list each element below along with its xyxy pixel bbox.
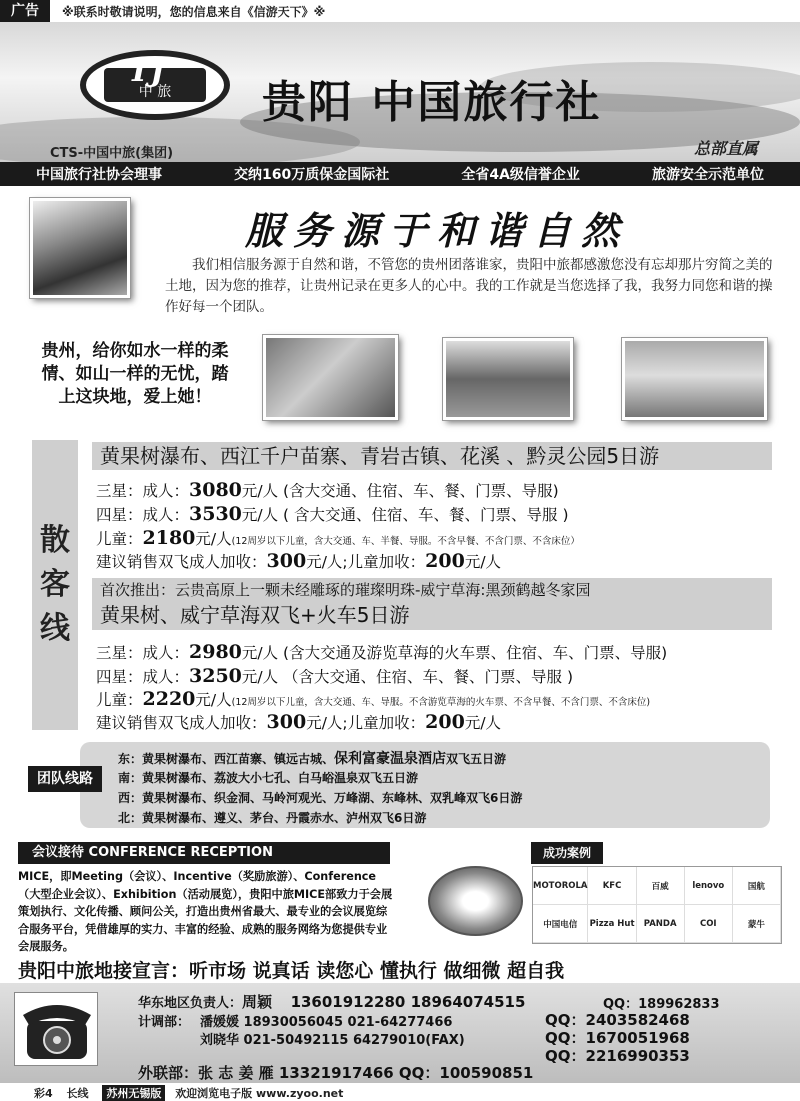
case-logo: 中国电信 [533, 905, 588, 943]
case-logo: MOTOROLA [533, 867, 588, 905]
dispatch-contact-2: 刘晓华 021-50492115 64279010(FAX) [200, 1033, 465, 1048]
dispatch-qq-3: QQ：2216990353 [545, 1047, 690, 1065]
price: 2220 [142, 688, 196, 710]
footer-welcome[interactable]: 欢迎浏览电子版 www.zyoo.net [175, 1087, 344, 1100]
route2-suggest [96, 711, 501, 733]
cranes-photo [622, 338, 767, 420]
page-number: 彩4 [34, 1087, 53, 1100]
team-route-east [118, 748, 506, 768]
dispatch-qq-2: QQ：1670051968 [545, 1029, 690, 1047]
price: 3080 [189, 479, 242, 501]
conference-title: 会议接待 CONFERENCE RECEPTION [18, 842, 390, 864]
case-logo: 蒙牛 [733, 905, 781, 943]
credential-2: 交纳160万质保金国际社 [234, 167, 390, 183]
route-text: 东：黄果树瀑布、西江苗寨、镇远古城、 [118, 752, 335, 766]
case-logo: lenovo [685, 867, 733, 905]
line-suffix: 元/人 (含大交通及游览草海的火车票、住宿、车、门票、导服) [241, 644, 668, 662]
child-note: (12周岁以下儿童，含大交通、车、导服。不含游览草海的火车票、不含早餐、不含门票、不含床位) [231, 697, 651, 708]
label-char-2: 客 [40, 567, 70, 602]
route-highlight: 保利富豪温泉酒店 [334, 751, 447, 767]
conference-illustration [428, 866, 523, 936]
line-prefix: 三星：成人： [96, 644, 190, 662]
child-note: (12周岁以下儿童，含大交通、车、半餐、导服。不含早餐、不含门票、不含床位） [231, 536, 580, 547]
line-prefix: 三星：成人： [96, 482, 190, 500]
cases-title: 成功案例 [531, 842, 603, 864]
ad-notice: ※联系时敬请说明，您的信息来自《信游天下》※ [62, 5, 326, 19]
foreign-dept: 外联部：张 志 姜 雁 13321917466 QQ：100590851 [138, 1064, 534, 1082]
route2-three-star [96, 641, 667, 663]
dispatch-label: 计调部： [138, 1015, 191, 1030]
route1-four-star [96, 503, 569, 525]
village-photo [263, 335, 398, 420]
line-mid: 元/人;儿童加收： [306, 714, 426, 732]
price: 3250 [189, 665, 242, 687]
section-name: 长线 [66, 1087, 89, 1100]
team-routes-label: 团队线路 [28, 766, 102, 792]
footer [0, 1083, 800, 1100]
team-route-north: 北：黄果树瀑布、遵义、茅台、丹霞赤水、泸州双飞6日游 [118, 811, 427, 825]
cases-logo-grid [532, 866, 782, 944]
declaration: 贵阳中旅地接宣言：听市场 说真话 读您心 懂执行 做细微 超自我 [18, 960, 565, 982]
intro-paragraph: 我们相信服务源于自然和谐，不管您的贵州团落谁家，贵阳中旅都感激您没有忘却那片穷简之美的土地，因为您的推荐，让贵州记录在更多人的心中。我的工作就是当您选择了我，我努力同您和谐的操作好每一个团队。 [165, 257, 773, 315]
route1-three-star [96, 479, 559, 501]
contact-phones: 13601912280 18964074515 [290, 993, 526, 1011]
company-logo [80, 50, 230, 120]
route1-suggest [96, 550, 501, 572]
line-prefix: 四星：成人： [96, 668, 190, 686]
slogan-title: 服务源于和谐自然 [245, 208, 630, 253]
logo-letters: TJ [128, 54, 165, 89]
case-logo: COI [685, 905, 733, 943]
price: 2180 [142, 527, 196, 549]
price: 300 [266, 711, 307, 733]
line-suffix: 元/人 ( 含大交通、住宿、车、餐、门票、导服 ) [241, 506, 569, 524]
team-route-south: 南：黄果树瀑布、荔波大小七孔、白马峪温泉双飞五日游 [118, 771, 419, 785]
label-char-1: 散 [40, 523, 70, 558]
line-suffix: 元/人 [464, 714, 502, 732]
miao-costume-photo [30, 198, 130, 298]
line-prefix: 儿童： [96, 530, 143, 548]
route2-title: 黄果树、威宁草海双飞+火车5日游 [100, 603, 410, 627]
route1-child [96, 527, 580, 549]
price: 3530 [189, 503, 242, 525]
line-prefix: 建议销售双飞成人加收： [96, 714, 267, 732]
price: 200 [425, 711, 465, 733]
line-suffix: 元/人 [195, 530, 232, 548]
route2-four-star [96, 665, 573, 687]
logo-text: 中 旅 [104, 68, 206, 102]
price: 200 [425, 550, 465, 572]
price: 300 [266, 550, 307, 572]
route1-title: 黄果树瀑布、西江千户苗寨、青岩古镇、花溪 、黔灵公园5日游 [92, 442, 772, 470]
east-manager [138, 991, 525, 1012]
case-logo: KFC [588, 867, 636, 905]
case-logo: 百威 [637, 867, 685, 905]
contact-label: 华东地区负责人： [138, 996, 243, 1011]
conference-body: MICE，即Meeting（会议）、Incentive（奖励旅游）、Conference（大型企业会议）、Exhibition（活动展览），贵阳中旅MICE部致力于会展策划执行、文化传播、顾问公关，打造出贵州省最大、最专业的会议展览综合服务平台，凭借雄厚的实力、丰富的经验、成熟的服务网络为您提供专业会展服务。 [18, 870, 393, 953]
line-suffix: 元/人 [464, 553, 502, 571]
poem-text: 贵州，给你如水一样的柔情、如山一样的无忧，踏上这块地，爱上她！ [41, 341, 229, 407]
credentials-bar [0, 162, 800, 186]
line-suffix: 元/人 [195, 691, 232, 709]
line-prefix: 四星：成人： [96, 506, 190, 524]
group-name: CTS-中国中旅(集团) [50, 146, 174, 161]
label-char-3: 线 [40, 611, 70, 646]
river-town-photo [443, 338, 573, 420]
line-mid: 元/人;儿童加收： [306, 553, 426, 571]
edition-badge: 苏州无锡版 [102, 1085, 165, 1101]
route2-child [96, 688, 650, 710]
line-suffix: 元/人 (含大交通、住宿、车、餐、门票、导服) [241, 482, 559, 500]
line-suffix: 元/人 （含大交通、住宿、车、餐、门票、导服 ) [241, 668, 574, 686]
route2-subtitle: 首次推出：云贵高原上一颗未经雕琢的璀璨明珠-威宁草海:黑颈鹤越冬家园 [100, 581, 591, 599]
team-route-west: 西：黄果树瀑布、织金洞、马岭河观光、万峰湖、东峰林、双乳峰双飞6日游 [118, 791, 523, 805]
credential-1: 中国旅行社协会理事 [36, 167, 163, 183]
hq-direct: 总部直属 [694, 139, 759, 158]
line-prefix: 建议销售双飞成人加收： [96, 553, 267, 571]
ad-tag: 广告 [0, 0, 50, 22]
line-prefix: 儿童： [96, 691, 143, 709]
individual-routes-label [32, 440, 78, 730]
case-logo: PANDA [637, 905, 685, 943]
price: 2980 [189, 641, 242, 663]
dispatch-qq-1: QQ：2403582468 [545, 1011, 690, 1029]
credential-3: 全省4A级信誉企业 [461, 167, 580, 183]
route-tail: 双飞五日游 [446, 752, 507, 766]
telephone-icon [14, 992, 98, 1066]
dispatch-contact-1: 潘媛媛 18930056045 021-64277466 [200, 1015, 453, 1030]
brand-name: 贵阳 中国旅行社 [262, 77, 602, 128]
contact-name: 周颖 [242, 993, 273, 1011]
case-logo: 国航 [733, 867, 781, 905]
east-qq: QQ：189962833 [603, 997, 720, 1012]
route2-header [92, 578, 772, 630]
case-logo: Pizza Hut [588, 905, 636, 943]
credential-4: 旅游安全示范单位 [651, 167, 764, 183]
